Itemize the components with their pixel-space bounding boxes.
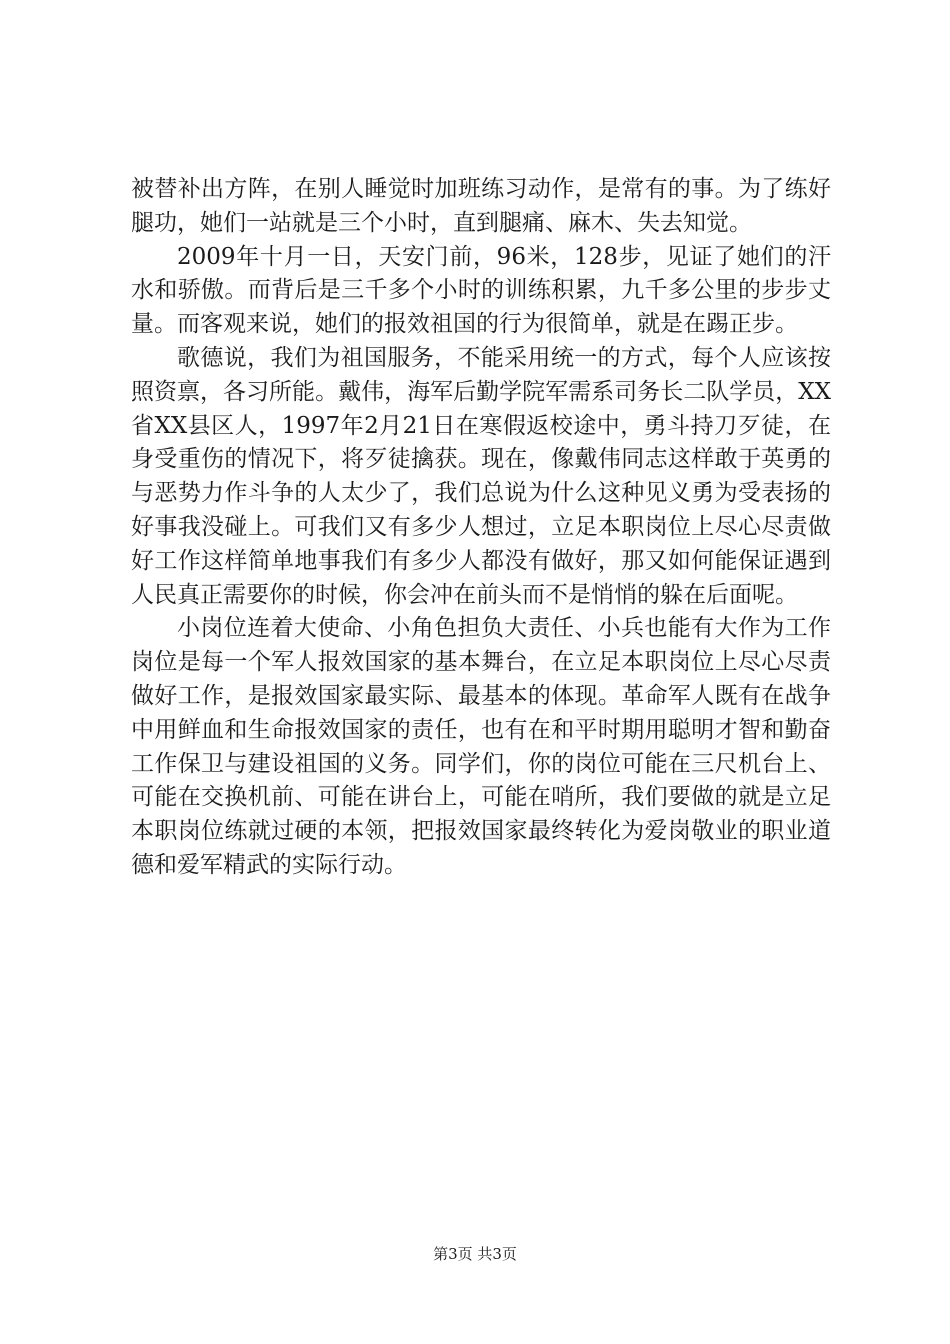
paragraph-goethe: 歌德说，我们为祖国服务，不能采用统一的方式，每个人应该按照资禀，各习所能。戴伟，海军后勤学院军需系司务长二队学员，XX省XX县区人，1997年2月21日在寒假返校途中，勇斗持刀歹徒，在身受重伤的情况下，将歹徒擒获。现在，像戴伟同志这样敢于英勇的与恶势力作斗争的人太少了，我们总说为什么这种见义勇为受表扬的好事我没碰上。可我们又有多少人想过，立足本职岗位上尽心尽责做好工作这样简单地事我们有多少人都没有做好，那又如何能保证遇到人民真正需要你的时候，你会冲在前头而不是悄悄的躲在后面呢。 bbox=[131, 344, 831, 608]
paragraph-continuation: 被替补出方阵，在别人睡觉时加班练习动作，是常有的事。为了练好腿功，她们一站就是三个小时，直到腿痛、麻木、失去知觉。 bbox=[131, 176, 831, 236]
paragraph-parade: 2009年十月一日，天安门前，96米，128步，见证了她们的汗水和骄傲。而背后是三千多个小时的训练积累，九千多公里的步步丈量。而客观来说，她们的报效祖国的行为很简单，就是在踢正步。 bbox=[131, 243, 831, 338]
page-number-footer: 第3页 共3页 bbox=[433, 1245, 517, 1263]
document-body bbox=[131, 173, 831, 883]
paragraph-small-post: 小岗位连着大使命、小角色担负大责任、小兵也能有大作为工作岗位是每一个军人报效国家的基本舞台，在立足本职岗位上尽心尽责做好工作，是报效国家最实际、最基本的体现。革命军人既有在战争中用鲜血和生命报效国家的责任，也有在和平时期用聪明才智和勤奋工作保卫与建设祖国的义务。同学们，你的岗位可能在三尺机台上、可能在交换机前、可能在讲台上，可能在哨所，我们要做的就是立足本职岗位练就过硬的本领，把报效国家最终转化为爱岗敬业的职业道德和爱军精武的实际行动。 bbox=[131, 615, 831, 878]
